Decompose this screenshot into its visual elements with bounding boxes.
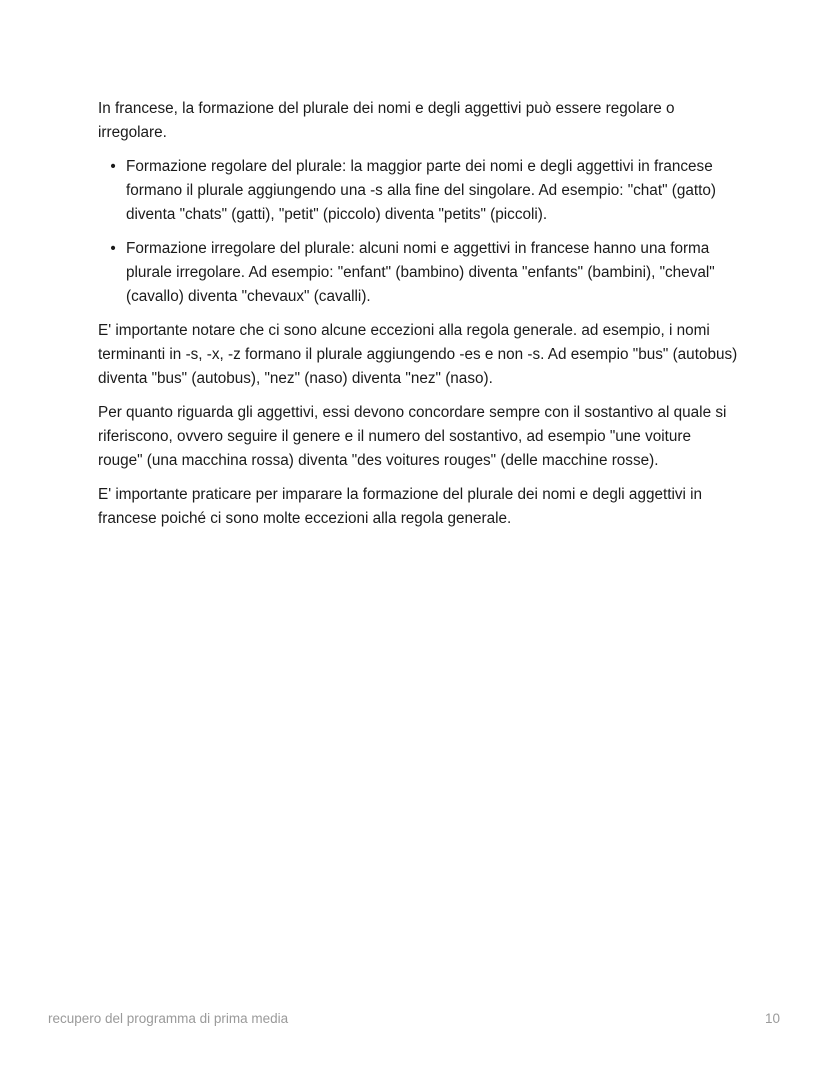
list-item-regular-plural xyxy=(110,155,738,227)
exceptions-paragraph: E' importante notare che ci sono alcune eccezioni alla regola generale. ad esempio, i nomi terminanti in -s, -x, -z formano il plurale aggiungendo -es e non -s. Ad esempio "bus" (autobus) diventa "bus" (autobus), "nez" (naso) diventa "nez" (naso). xyxy=(98,322,738,387)
intro-paragraph: In francese, la formazione del plurale dei nomi e degli aggettivi può essere regolare o irregolare. xyxy=(98,100,675,141)
page-number: 10 xyxy=(764,1011,780,1026)
list-item-irregular-plural xyxy=(110,237,738,309)
document-body xyxy=(98,97,738,541)
bullet-icon: • xyxy=(110,240,116,257)
list-item-text: Formazione regolare del plurale: la maggior parte dei nomi e degli aggettivi in francese formano il plurale aggiungendo una -s alla fine del singolare. Ad esempio: "chat" (gatto) diventa "chats" (gatti), "petit" (piccolo) diventa "petits" (piccoli). xyxy=(126,158,716,223)
adjectives-paragraph: Per quanto riguarda gli aggettivi, essi devono concordare sempre con il sostantivo al quale si riferiscono, ovvero seguire il genere e il numero del sostantivo, ad esempio "une voiture rouge" (una macchina rossa) diventa "des voitures rouges" (delle macchine rosse). xyxy=(98,404,727,469)
conclusion-paragraph: E' importante praticare per imparare la formazione del plurale dei nomi e degli aggettivi in francese poiché ci sono molte eccezioni alla regola generale. xyxy=(98,486,703,527)
plural-rules-list xyxy=(98,155,738,309)
bullet-icon: • xyxy=(110,158,116,175)
list-item-text: Formazione irregolare del plurale: alcuni nomi e aggettivi in francese hanno una forma plurale irregolare. Ad esempio: "enfant" (bambino) diventa "enfants" (bambini), "cheval" (cavallo) diventa "chevaux" (cavalli). xyxy=(126,240,715,305)
footer-title: recupero del programma di prima media xyxy=(48,1011,289,1026)
